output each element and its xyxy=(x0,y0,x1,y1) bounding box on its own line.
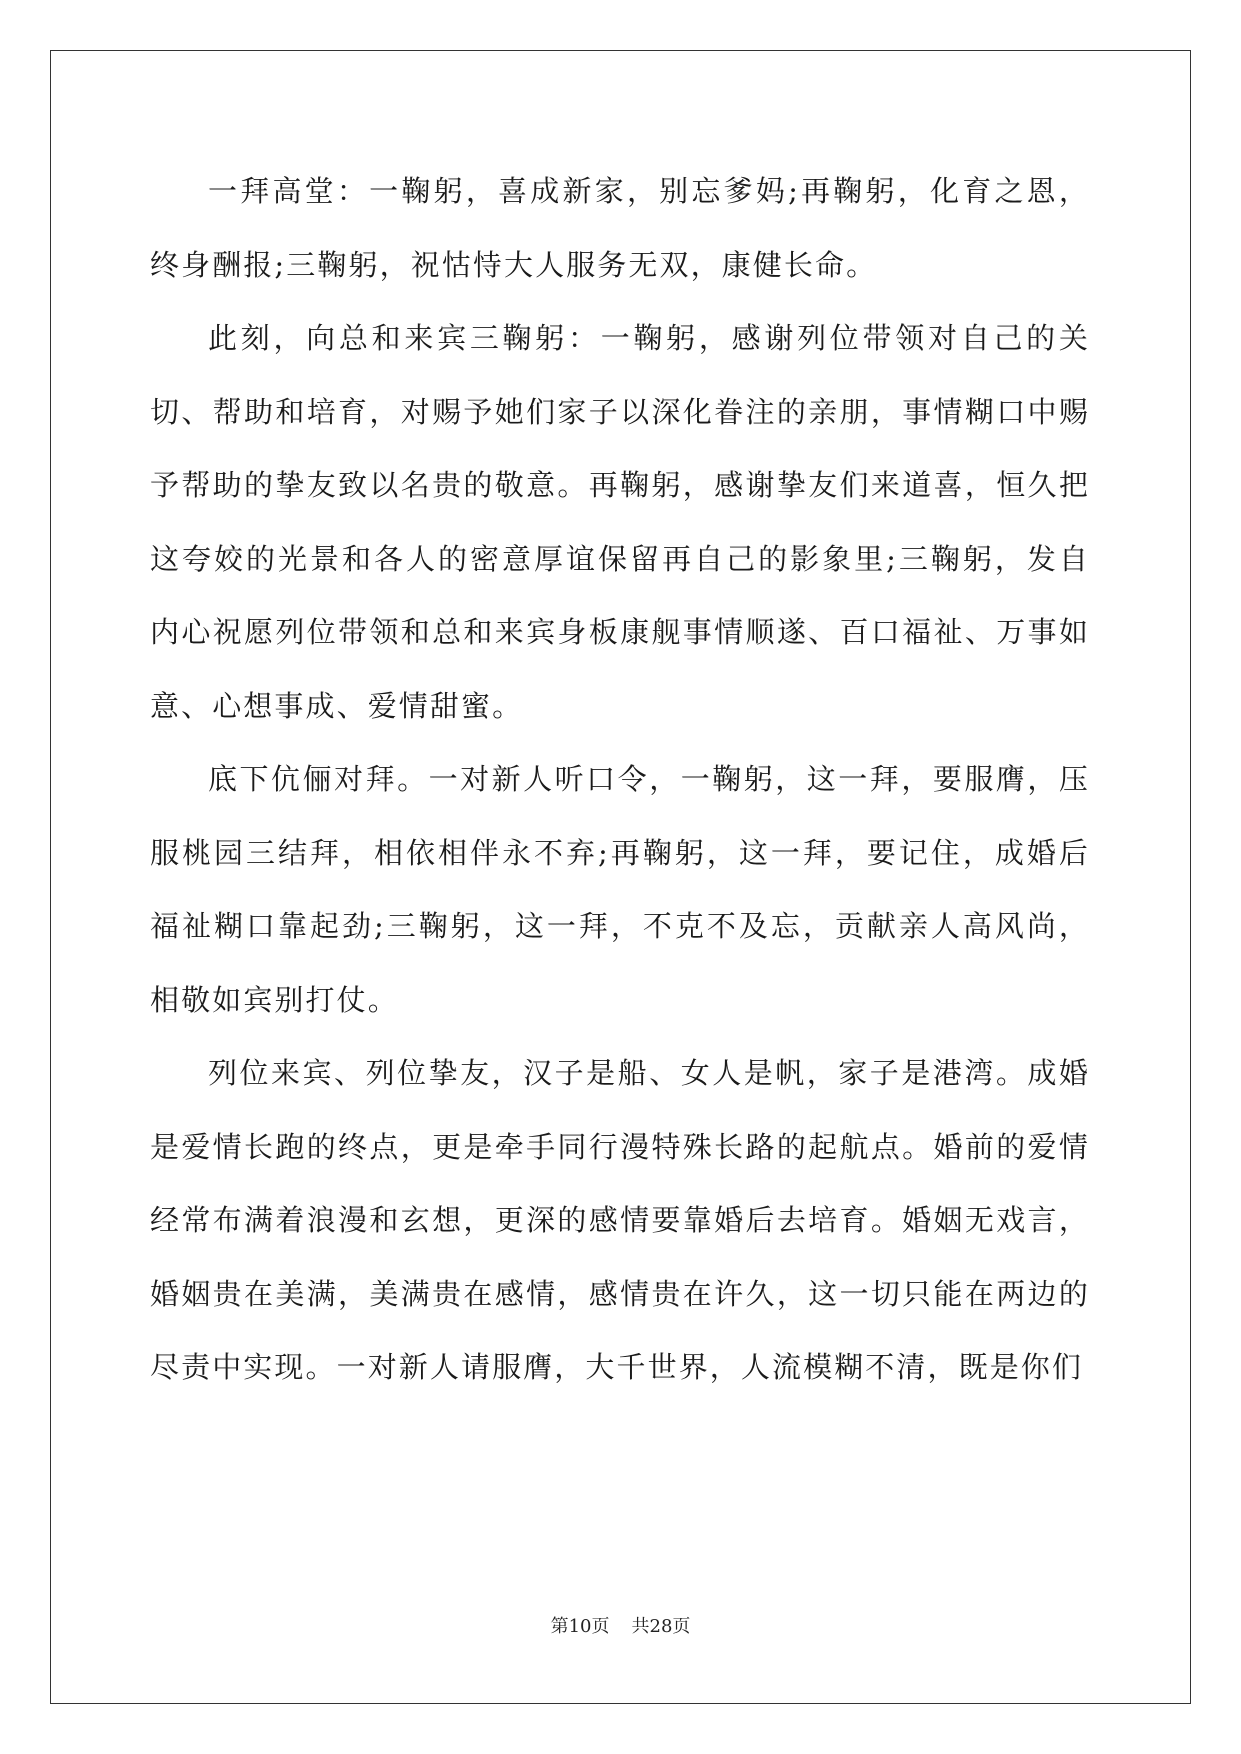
document-body xyxy=(150,155,1090,1405)
page-number: 第10页 xyxy=(550,1616,610,1637)
paragraph-bow-to-guests: 此刻，向总和来宾三鞠躬：一鞠躬，感谢列位带领对自己的关切、帮助和培育，对赐予她们家子以深化眷注的亲朋，事情糊口中赐予帮助的挚友致以名贵的敬意。再鞠躬，感谢挚友们来道喜，恒久把这夸姣的光景和各人的密意厚谊保留再自己的影象里;三鞠躬，发自内心祝愿列位带领和总和来宾身板康舰事情顺遂、百口福祉、万事如意、心想事成、爱情甜蜜。 xyxy=(150,321,1090,723)
page-total: 共28页 xyxy=(631,1616,691,1637)
paragraph-couple-bow: 底下伉俪对拜。一对新人听口令，一鞠躬，这一拜，要服膺，压服桃园三结拜，相依相伴永不弃;再鞠躬，这一拜，要记住，成婚后福祉糊口靠起劲;三鞠躬，这一拜，不克不及忘，贡献亲人高风尚，相敬如宾别打仗。 xyxy=(150,762,1090,1017)
paragraph-bow-to-parents: 一拜高堂：一鞠躬，喜成新家，别忘爹妈;再鞠躬，化育之恩，终身酬报;三鞠躬，祝怙恃大人服务无双，康健长命。 xyxy=(150,174,1090,282)
paragraph-marriage-advice: 列位来宾、列位挚友，汉子是船、女人是帆，家子是港湾。成婚是爱情长跑的终点，更是牵手同行漫特殊长路的起航点。婚前的爱情经常布满着浪漫和玄想，更深的感情要靠婚后去培育。婚姻无戏言，婚姻贵在美满，美满贵在感情，感情贵在许久，这一切只能在两边的尽责中实现。一对新人请服膺，大千世界，人流模糊不清，既是你们 xyxy=(150,1056,1090,1384)
page-footer xyxy=(0,1612,1241,1638)
